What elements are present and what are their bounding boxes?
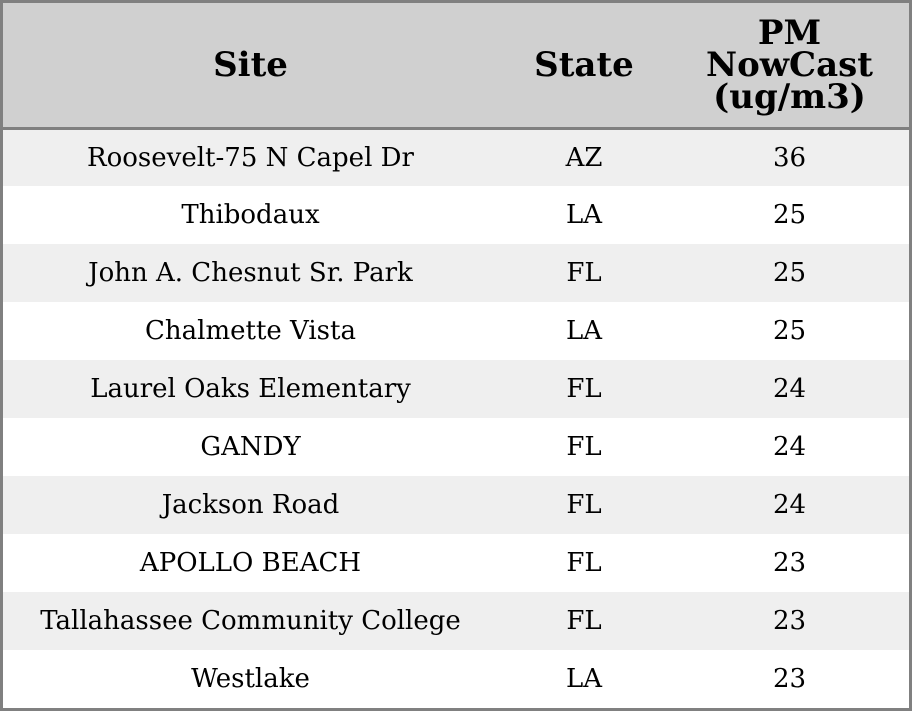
header-pm-line1: PM <box>757 12 822 53</box>
cell-pm: 23 <box>772 548 807 578</box>
cell-pm: 24 <box>772 432 807 462</box>
cell-pm: 23 <box>772 664 807 694</box>
pm-nowcast-table <box>3 3 909 708</box>
cell-pm: 25 <box>772 200 807 230</box>
table-row <box>3 418 909 476</box>
cell-site: GANDY <box>200 432 301 462</box>
header-pm-nowcast[interactable] <box>670 3 909 128</box>
cell-state: LA <box>565 200 603 230</box>
cell-state: FL <box>566 548 602 578</box>
cell-site: John A. Chesnut Sr. Park <box>88 258 413 288</box>
cell-site: Jackson Road <box>161 490 340 520</box>
cell-site: Westlake <box>191 664 310 694</box>
cell-state: AZ <box>565 142 603 173</box>
cell-pm: 25 <box>772 258 807 288</box>
cell-pm: 36 <box>772 142 807 173</box>
table-row <box>3 302 909 360</box>
header-state[interactable]: State <box>498 3 670 128</box>
table-row <box>3 650 909 708</box>
cell-pm: 25 <box>772 316 807 346</box>
table-row <box>3 244 909 302</box>
cell-site: Tallahassee Community College <box>40 606 461 636</box>
table-row <box>3 476 909 534</box>
table-row <box>3 128 909 186</box>
cell-state: FL <box>566 432 602 462</box>
table-row <box>3 592 909 650</box>
table-row <box>3 186 909 244</box>
table-row <box>3 360 909 418</box>
cell-pm: 24 <box>772 374 807 404</box>
header-pm-line3: (ug/m3) <box>713 76 866 117</box>
cell-state: LA <box>565 316 603 346</box>
cell-state: LA <box>565 664 603 694</box>
table-header <box>3 3 909 128</box>
cell-site: Laurel Oaks Elementary <box>90 374 411 404</box>
cell-site: APOLLO BEACH <box>139 548 362 578</box>
cell-pm: 24 <box>772 490 807 520</box>
table-body <box>3 128 909 708</box>
header-row <box>3 3 909 128</box>
cell-state: FL <box>566 606 602 636</box>
header-site[interactable]: Site <box>3 3 498 128</box>
cell-site: Chalmette Vista <box>145 316 356 346</box>
header-pm-line2: NowCast <box>706 44 873 85</box>
cell-site: Roosevelt-75 N Capel Dr <box>87 142 414 173</box>
cell-state: FL <box>566 374 602 404</box>
cell-pm: 23 <box>772 606 807 636</box>
cell-state: FL <box>566 490 602 520</box>
table-row <box>3 534 909 592</box>
cell-state: FL <box>566 258 602 288</box>
cell-site: Thibodaux <box>181 200 320 230</box>
